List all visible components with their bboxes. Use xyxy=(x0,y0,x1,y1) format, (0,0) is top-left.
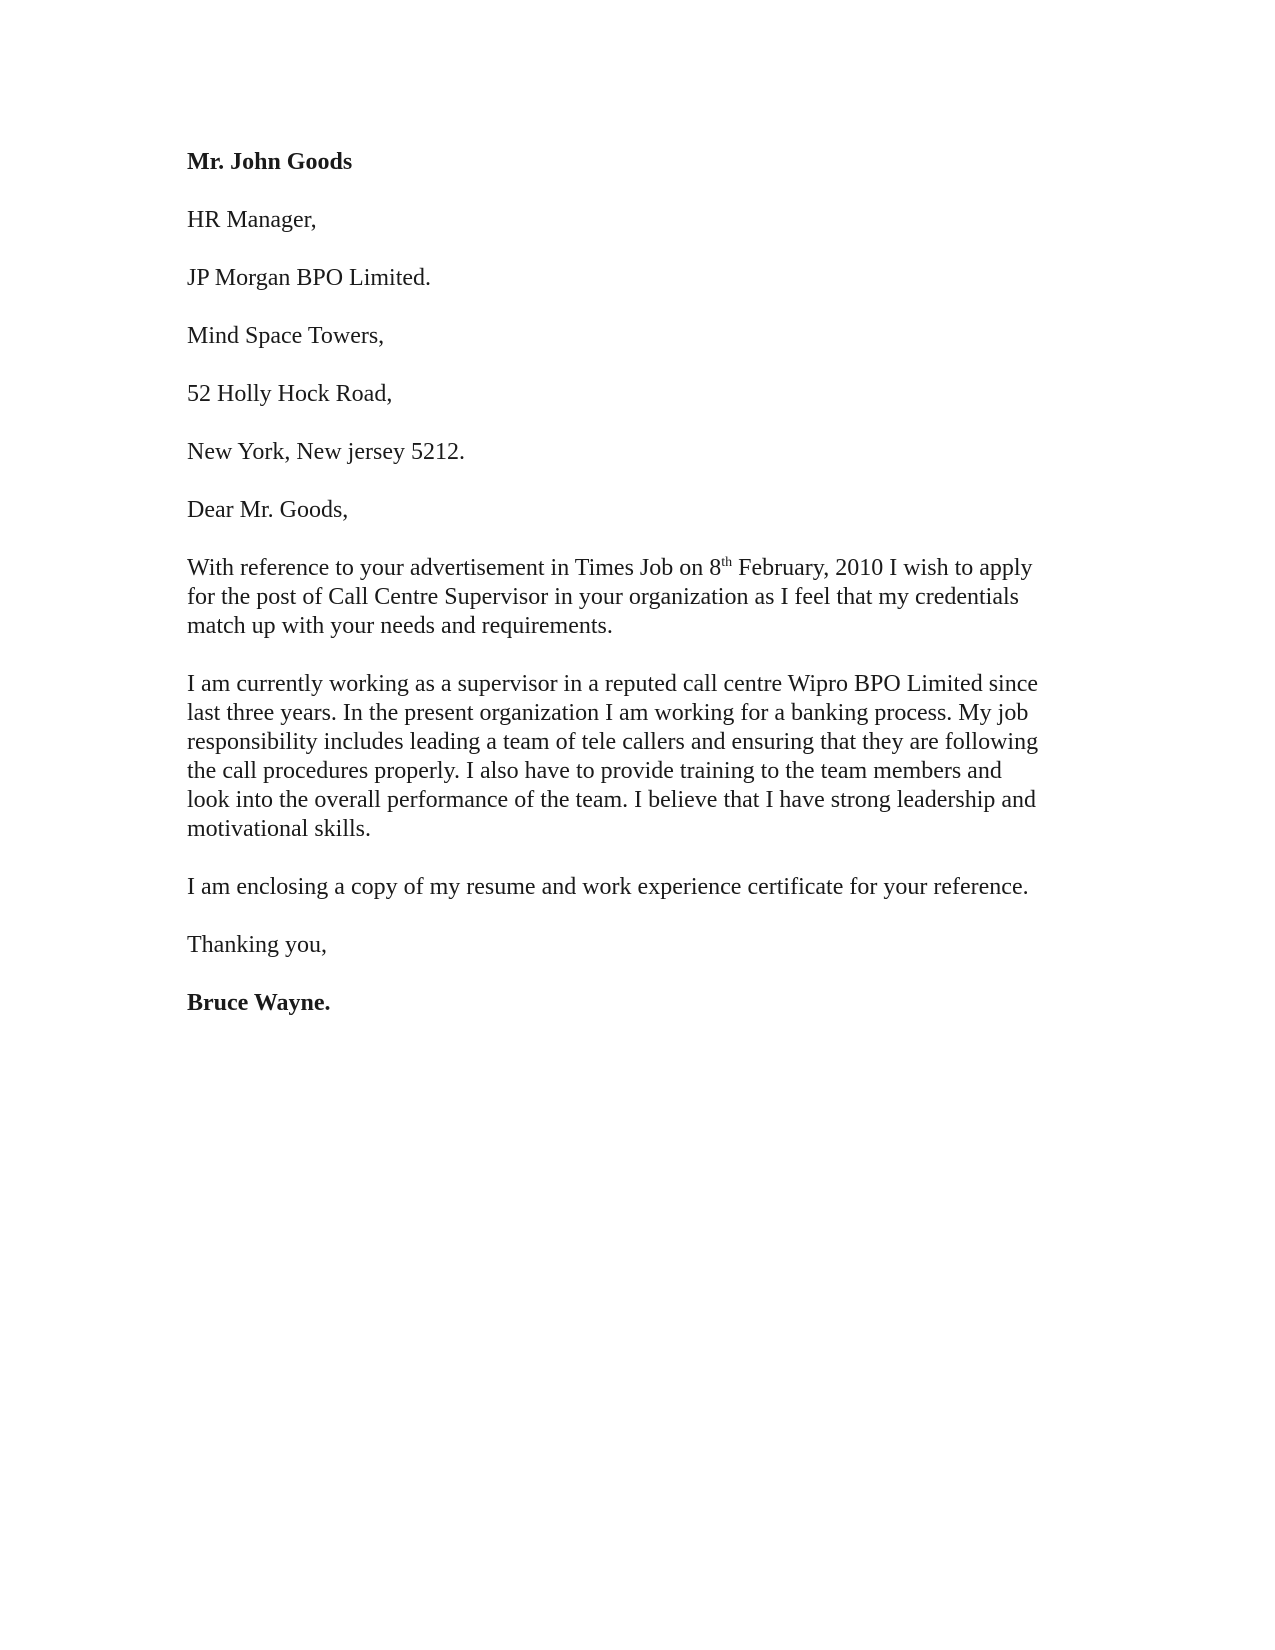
recipient-company: JP Morgan BPO Limited. xyxy=(187,265,432,291)
letter-body xyxy=(187,148,1087,1047)
paragraph-reference-rest: February, 2010 I wish to apply for the post of Call Centre Supervisor in your organization as I feel that my credentials match up with your needs and requirements. xyxy=(187,555,1033,639)
signature: Bruce Wayne. xyxy=(187,990,331,1016)
paragraph-enclosure: I am enclosing a copy of my resume and work experience certificate for your reference. xyxy=(187,874,1029,900)
paragraph-reference xyxy=(187,554,1087,641)
recipient-street: 52 Holly Hock Road, xyxy=(187,381,393,407)
ordinal-suffix: th xyxy=(721,555,733,570)
recipient-title: HR Manager, xyxy=(187,207,317,233)
closing: Thanking you, xyxy=(187,932,327,958)
recipient-city: New York, New jersey 5212. xyxy=(187,439,465,465)
salutation: Dear Mr. Goods, xyxy=(187,497,349,523)
paragraph-reference-start: With reference to your advertisement in Times Job on 8 xyxy=(187,555,722,581)
recipient-name: Mr. John Goods xyxy=(187,149,353,175)
paragraph-experience: I am currently working as a supervisor in a reputed call centre Wipro BPO Limited since last three years. In the present organization I am working for a banking process. My job responsibility includes leading a team of tele callers and ensuring that they are following the call procedures properly. I also have to provide training to the team members and look into the overall performance of the team. I believe that I have strong leadership and motivational skills. xyxy=(187,671,1039,842)
recipient-building: Mind Space Towers, xyxy=(187,323,385,349)
